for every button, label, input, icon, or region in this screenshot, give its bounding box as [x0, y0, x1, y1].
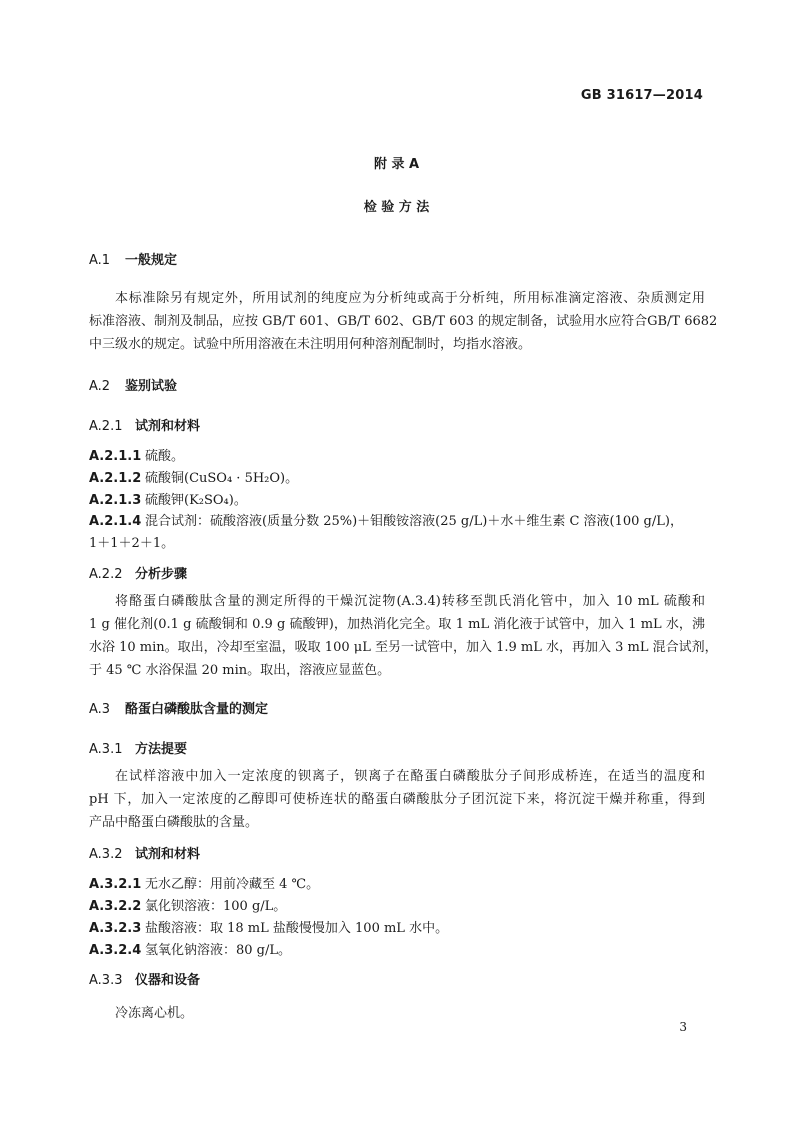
- item-number: A.2.1.1: [89, 449, 142, 464]
- section-a2-heading: [89, 375, 177, 394]
- item-a214-continuation: 1＋1＋2＋1。: [89, 536, 175, 551]
- item-a324: [89, 939, 291, 958]
- section-number: A.2.1: [89, 419, 123, 434]
- section-a22-heading: [89, 563, 187, 582]
- item-text: 氯化钡溶液：100 g/L。: [145, 899, 287, 914]
- item-text: 盐酸溶液：取 18 mL 盐酸慢慢加入 100 mL 水中。: [145, 921, 449, 936]
- item-text: 硫酸。: [145, 449, 185, 464]
- section-a3-heading: [89, 698, 268, 717]
- item-number: A.3.2.4: [89, 943, 142, 958]
- paragraph-line: 将酪蛋白磷酸肽含量的测定所得的干燥沉淀物(A.3.4)转移至凯氏消化管中，加入 10 mL 硫酸和: [115, 594, 705, 609]
- paragraph-line: 在试样溶液中加入一定浓度的钡离子，钡离子在酪蛋白磷酸肽分子间形成桥连，在适当的温度和: [115, 769, 705, 784]
- section-number: A.3: [89, 702, 111, 717]
- section-number: A.3.1: [89, 742, 123, 757]
- item-text: 混合试剂：硫酸溶液(质量分数 25%)＋钼酸铵溶液(25 g/L)＋水＋维生素 C 溶液(100 g/L)，: [145, 514, 683, 529]
- item-number: A.2.1.4: [89, 514, 142, 529]
- item-a214: [89, 510, 683, 529]
- paragraph-line: 中三级水的规定。试验中所用溶液在未注明用何种溶剂配制时，均指水溶液。: [89, 337, 532, 352]
- section-title: 方法提要: [135, 742, 188, 757]
- item-a213: [89, 489, 247, 508]
- paragraph-line: pH 下，加入一定浓度的乙醇即可使桥连状的酪蛋白磷酸肽分子团沉淀下来，将沉淀干燥并称重，得到: [89, 792, 705, 807]
- section-title: 试剂和材料: [135, 847, 201, 862]
- section-a31-heading: [89, 738, 187, 757]
- section-a33-text: 冷冻离心机。: [115, 1006, 194, 1021]
- section-a1-heading: [89, 249, 177, 268]
- paragraph-line: 1 g 催化剂(0.1 g 硫酸铜和 0.9 g 硫酸钾)，加热消化完全。取 1 mL 消化液于试管中，加入 1 mL 水，沸: [89, 617, 705, 632]
- section-number: A.2: [89, 379, 111, 394]
- section-a1-paragraph: [89, 287, 718, 356]
- item-text: 硫酸铜(CuSO₄ · 5H₂O)。: [145, 471, 299, 486]
- section-number: A.3.2: [89, 847, 123, 862]
- section-a33-heading: [89, 969, 200, 988]
- item-text: 无水乙醇：用前冷藏至 4 ℃。: [145, 877, 320, 892]
- paragraph-line: 本标准除另有规定外，所用试剂的纯度应为分析纯或高于分析纯，所用标准滴定溶液、杂质测定用: [115, 291, 705, 306]
- item-number: A.3.2.3: [89, 921, 142, 936]
- section-a21-heading: [89, 415, 200, 434]
- item-a212: [89, 467, 298, 486]
- section-a32-heading: [89, 843, 200, 862]
- item-a322: [89, 895, 286, 914]
- item-number: A.2.1.3: [89, 493, 142, 508]
- standard-code: GB 31617—2014: [580, 88, 703, 103]
- page-number: 3: [679, 1020, 687, 1034]
- section-a31-paragraph: [89, 765, 705, 834]
- paragraph-line: 标准溶液、制剂及制品，应按 GB/T 601、GB/T 602、GB/T 603 的规定制备，试验用水应符合GB/T 6682: [89, 314, 718, 329]
- section-title: 鉴别试验: [125, 379, 178, 394]
- section-title: 仪器和设备: [135, 973, 201, 988]
- section-number: A.1: [89, 253, 111, 268]
- item-text: 硫酸钾(K₂SO₄)。: [145, 493, 247, 508]
- paragraph-line: 水浴 10 min。取出，冷却至室温，吸取 100 μL 至另一试管中，加入 1.9 mL 水，再加入 3 mL 混合试剂，: [89, 640, 718, 655]
- item-a211: [89, 445, 184, 464]
- item-number: A.3.2.2: [89, 899, 142, 914]
- item-a321: [89, 873, 319, 892]
- appendix-title: 附 录 A: [373, 157, 420, 172]
- item-a323: [89, 917, 448, 936]
- section-title: 试剂和材料: [135, 419, 201, 434]
- section-number: A.2.2: [89, 567, 123, 582]
- item-number: A.3.2.1: [89, 877, 142, 892]
- section-a22-paragraph: [89, 590, 718, 682]
- paragraph-line: 于 45 ℃ 水浴保温 20 min。取出，溶液应显蓝色。: [89, 663, 391, 678]
- section-title: 酪蛋白磷酸肽含量的测定: [125, 702, 269, 717]
- appendix-subtitle: 检 验 方 法: [363, 200, 430, 215]
- item-text: 氢氧化钠溶液：80 g/L。: [145, 943, 292, 958]
- section-title: 分析步骤: [135, 567, 188, 582]
- paragraph-line: 产品中酪蛋白磷酸肽的含量。: [89, 815, 259, 830]
- item-number: A.2.1.2: [89, 471, 142, 486]
- section-number: A.3.3: [89, 973, 123, 988]
- section-title: 一般规定: [125, 253, 178, 268]
